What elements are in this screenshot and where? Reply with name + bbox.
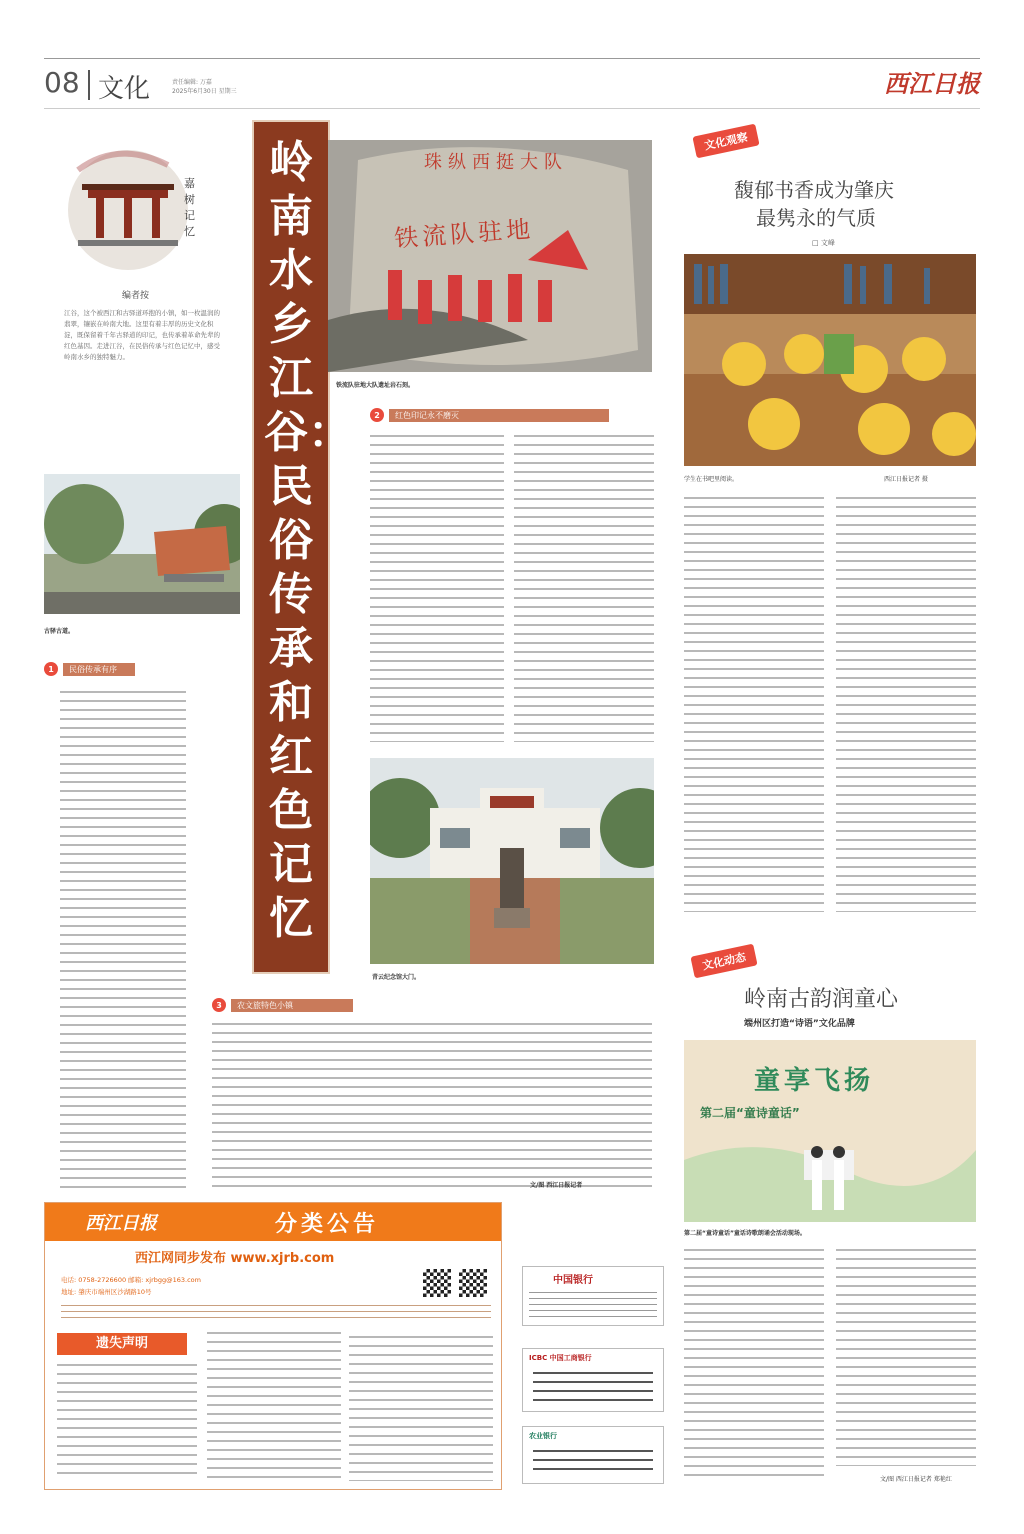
bank-ad-2-name: ICBC 中国工商银行 (529, 1354, 592, 1362)
section-1-title: 民俗传承有序 (63, 663, 135, 676)
bank-ad-1-text (529, 1290, 657, 1318)
right-bottom-body-2 (836, 1246, 976, 1466)
right-bottom-body-1 (684, 1246, 824, 1478)
right-top-body-1 (684, 494, 824, 912)
bank-ad-3 (522, 1426, 664, 1484)
page-header (44, 64, 980, 110)
section-name: 文化 (98, 74, 151, 104)
bank-ad-2 (522, 1348, 664, 1412)
bank-ad-2-text (533, 1369, 653, 1401)
column-logo-text: 嘉树记忆 (184, 177, 195, 238)
feature-byline: 文/图 西江日报记者 (530, 1182, 583, 1189)
monument-photo (44, 474, 240, 614)
reading-room-credit: 西江日报记者 摄 (884, 476, 928, 483)
notice-text-2 (207, 1329, 341, 1481)
right-top-title-2: 最隽永的气质 (756, 206, 876, 230)
classified-brand: 西江日报 (85, 1213, 157, 1234)
bank-ad-3-name: 农业银行 (529, 1432, 557, 1440)
classified-contact-1: 电话: 0758-2726600 邮箱: xjrbgg@163.com (61, 1276, 201, 1284)
memorial-caption: 青云纪念馆大门。 (372, 974, 421, 981)
section-3-title: 农文旅特色小镇 (231, 999, 353, 1012)
rock-photo-caption: 铁流队驻地大队遗址岩石刻。 (336, 382, 415, 389)
right-top-author: □ 文峰 (812, 239, 835, 247)
feature-title-panel (252, 120, 352, 974)
masthead-logo: 西江日报 (884, 69, 980, 98)
bank-ad-1 (522, 1266, 664, 1326)
poetry-photo-caption: 第二届“童诗童话”童话诗歌朗诵会活动现场。 (684, 1230, 806, 1237)
header-meta (172, 78, 237, 96)
meta-date: 2025年6月30日 (172, 88, 217, 95)
rock-inscription-1: 珠纵西挺大队 (424, 152, 568, 173)
header-rule-bottom (44, 108, 980, 109)
rock-carving-photo (328, 140, 652, 372)
classified-site: 西江网同步发布 www.xjrb.com (135, 1251, 335, 1266)
notice-text-3 (349, 1333, 493, 1481)
poetry-stage-photo (684, 1040, 976, 1222)
right-top-body-2 (836, 494, 976, 912)
right-bottom-tag: 文化动态 (690, 944, 757, 979)
notice-title: 遗失声明 (95, 1336, 148, 1351)
header-divider (88, 70, 90, 100)
editor-note: 江谷，这个被西江和古驿道环抱的小镇，如一枚温润的翡翠，镶嵌在岭南大地。这里有着丰厚的历史文化积淀，既保留着千年古驿道的印记，也传承着革命先辈的红色基因。走进江谷，在民俗传承与红色记忆中，感受岭南水乡的独特魅力。 (64, 309, 220, 361)
classified-section (44, 1202, 502, 1490)
page-number: 08 (44, 66, 80, 99)
column-logo (58, 140, 218, 301)
rock-inscription-2: 铁流队驻地 (393, 215, 535, 253)
section-2-heading (370, 408, 609, 422)
notice-text-1 (57, 1361, 197, 1481)
column-byline: 编者按 (122, 291, 150, 301)
section-3-number: 3 (212, 998, 226, 1012)
left-body-text (60, 688, 186, 1188)
stage-subtitle: 第二届“童诗童话” (700, 1106, 800, 1120)
bottom-body-text (212, 1020, 652, 1188)
right-bottom-subtitle: 端州区打造“诗语”文化品牌 (744, 1019, 855, 1029)
middle-body-text-1 (370, 432, 504, 742)
classified-fineprint (61, 1303, 491, 1323)
feature-title: 岭南水乡江谷：民俗传承和红色记忆 (264, 137, 352, 944)
meta-editor: 责任编辑: 万嘉 (172, 79, 212, 86)
bank-ad-3-text (533, 1447, 653, 1475)
right-top-tag: 文化观察 (692, 124, 759, 159)
right-top-title-1: 馥郁书香成为肇庆 (734, 178, 894, 202)
right-bottom-title: 岭南古韵润童心 (744, 987, 899, 1012)
section-2-number: 2 (370, 408, 384, 422)
classified-banner (45, 1203, 501, 1241)
middle-body-text-2 (514, 432, 654, 742)
classified-contact-2: 地址: 肇庆市端州区沙湖路10号 (61, 1288, 152, 1296)
qr-code-2 (459, 1269, 487, 1297)
right-bottom-byline: 文/图 西江日报记者 郑艳红 (880, 1476, 952, 1483)
section-2-title: 红色印记永不磨灭 (389, 409, 609, 422)
meta-weekday: 星期三 (218, 88, 237, 95)
classified-title: 分类公告 (275, 1212, 380, 1237)
section-3-heading (212, 998, 353, 1012)
reading-room-photo (684, 254, 976, 466)
header-rule (44, 58, 980, 59)
monument-caption: 古驿古道。 (44, 628, 75, 635)
section-1-number: 1 (44, 662, 58, 676)
notice-header (57, 1333, 187, 1355)
qr-code-1 (423, 1269, 451, 1297)
memorial-photo (370, 758, 654, 964)
reading-room-caption: 学生在书吧里阅读。 (684, 476, 739, 483)
section-1-heading (44, 662, 135, 676)
bank-ad-1-name: 中国银行 (553, 1275, 593, 1286)
stage-title: 童享飞扬 (754, 1066, 875, 1096)
